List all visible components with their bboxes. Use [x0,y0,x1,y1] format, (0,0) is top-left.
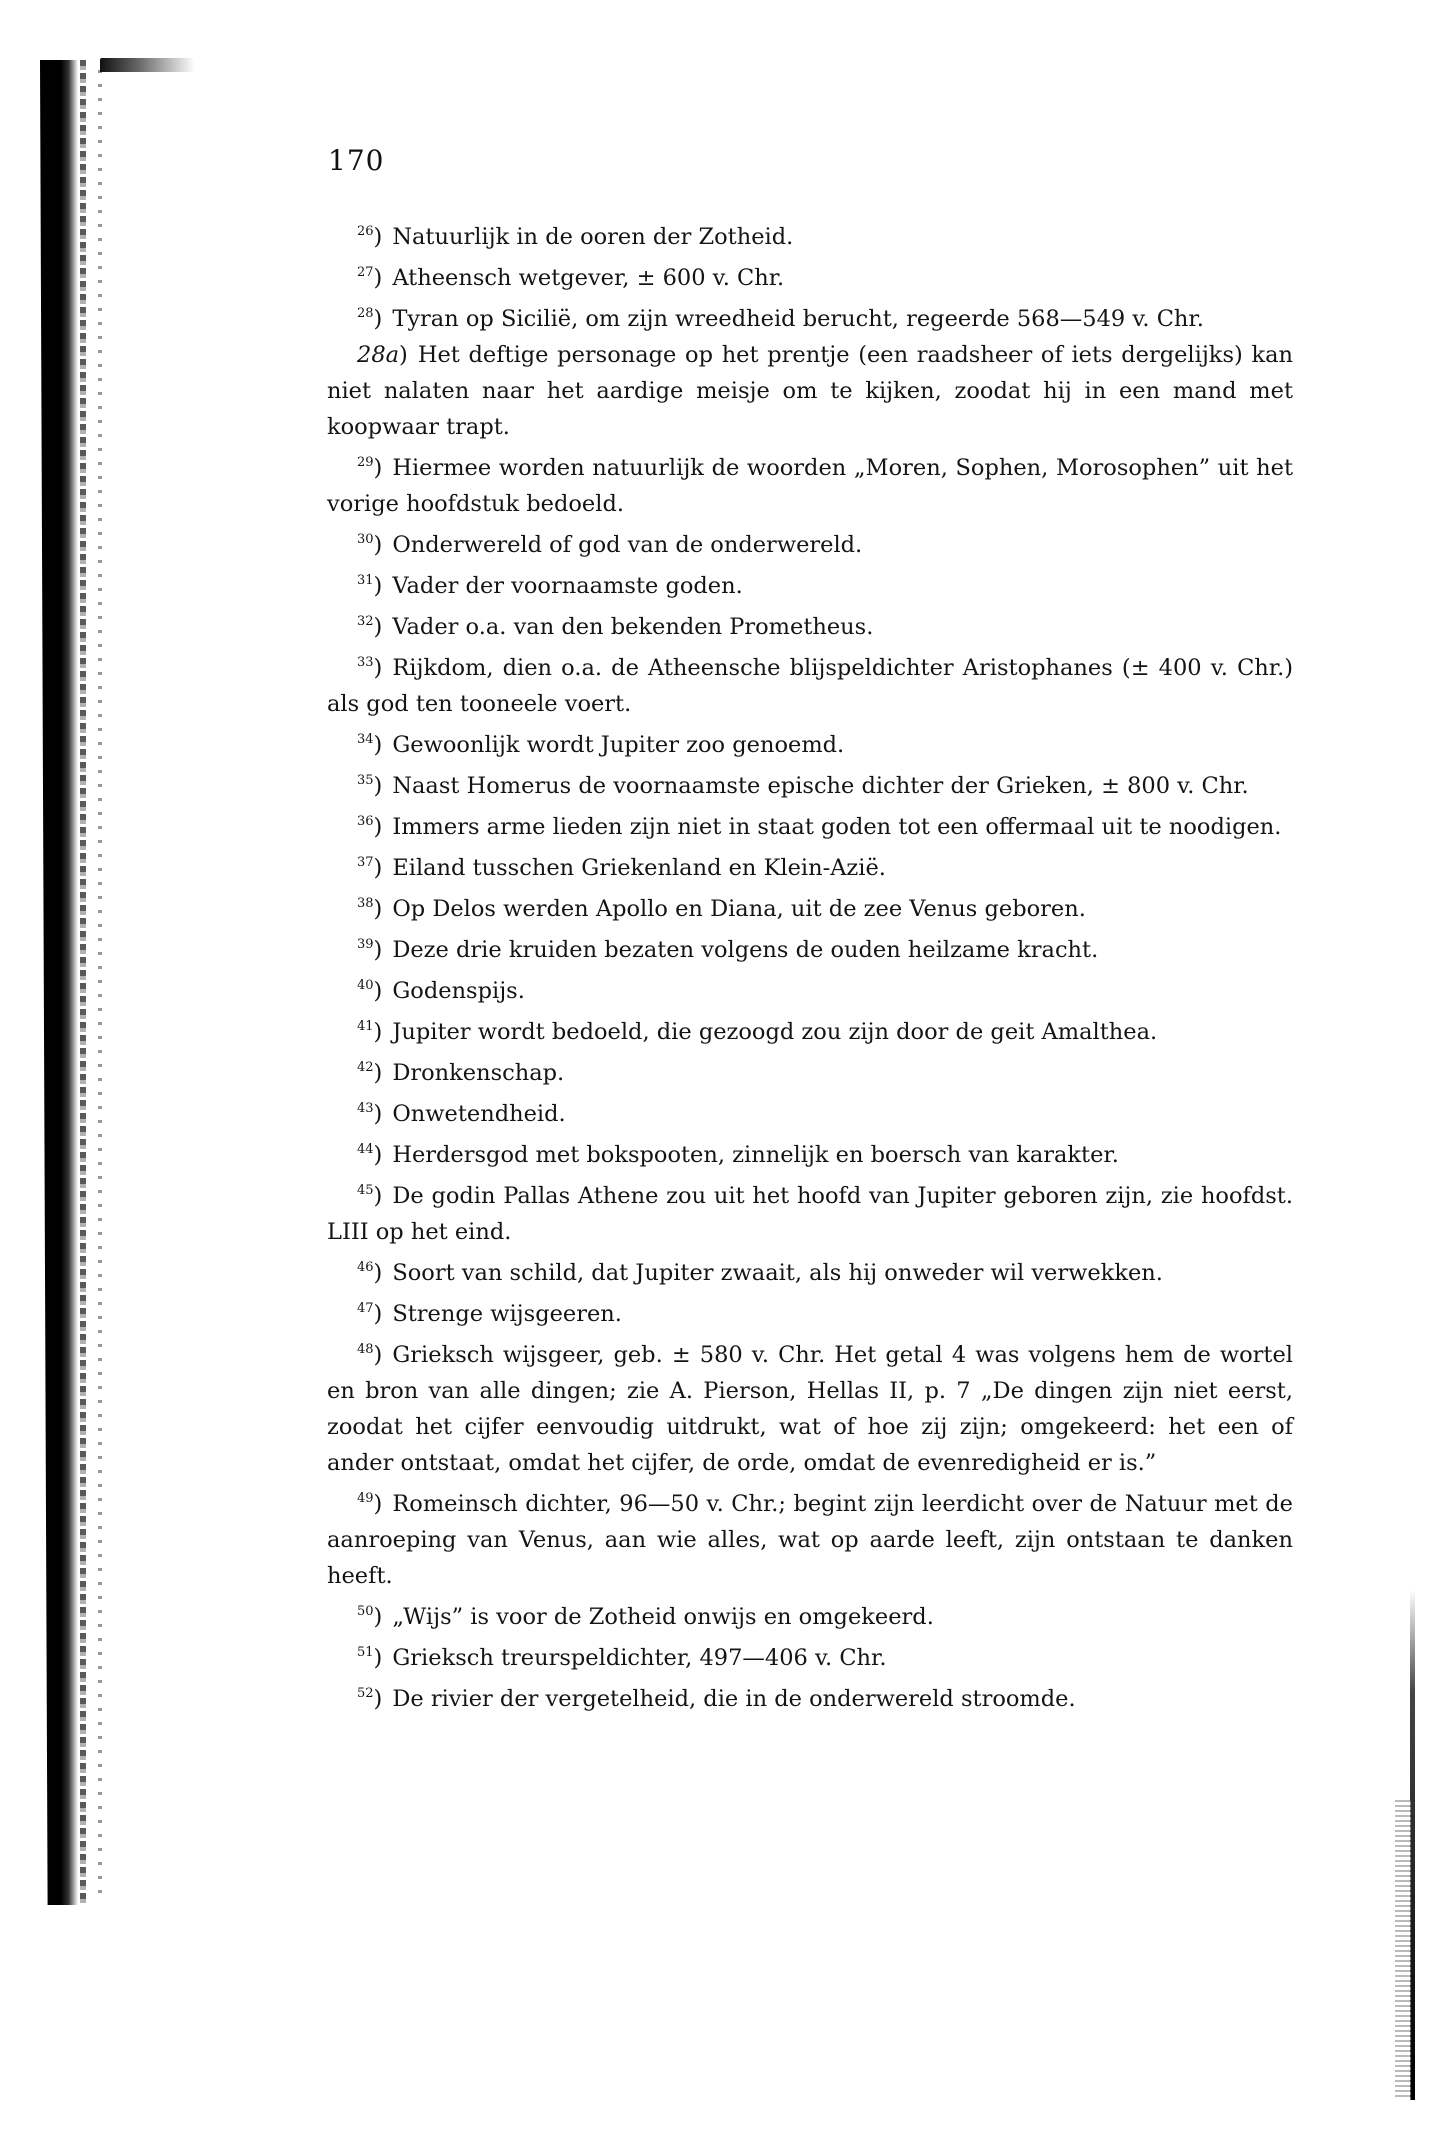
footnote-number: 28 [357,306,374,321]
footnote-text: Dronkenschap. [392,1060,565,1086]
footnote [327,1635,1293,1676]
footnote [327,1050,1293,1091]
footnote-paren: ) [373,1686,383,1712]
footnote-paren: ) [373,1645,383,1671]
footnote-paren: ) [373,1101,383,1127]
footnote-paren: ) [373,1060,383,1086]
footnote-number: 46 [357,1260,374,1275]
footnote [327,763,1293,804]
footnote [327,968,1293,1009]
footnote-text: Soort van schild, dat Jupiter zwaait, als hij onweder wil verwekken. [392,1260,1163,1286]
footnote-paren: ) [373,573,383,599]
footnote-text: Strenge wijsgeeren. [392,1301,622,1327]
footnote-number: 38 [357,896,374,911]
footnote-paren: ) [373,937,383,963]
footnote-text: Op Delos werden Apollo en Diana, uit de zee Venus geboren. [392,896,1086,922]
footnote [327,1676,1293,1717]
footnote [327,255,1293,296]
footnote-paren: ) [399,342,408,368]
footnote-paren: ) [373,306,383,332]
footnote-paren: ) [373,978,383,1004]
footnote-number: 35 [357,773,374,788]
footnote-paren: ) [373,1019,383,1045]
footnote [327,1009,1293,1050]
footnote [327,1132,1293,1173]
footnote-number: 40 [357,978,374,993]
footnote [327,886,1293,927]
footnote-text: „Wijs” is voor de Zotheid onwijs en omgekeerd. [392,1604,934,1630]
footnote-paren: ) [373,1491,383,1517]
footnote-number: 41 [357,1019,374,1034]
footnote-text: Immers arme lieden zijn niet in staat goden tot een offermaal uit te noodigen. [392,814,1282,840]
footnote-text: Rijkdom, dien o.a. de Atheensche blijspeldichter Aristophanes (± 400 v. Chr.) als god ten tooneele voert. [327,655,1293,717]
footnote-text: Grieksch wijsgeer, geb. ± 580 v. Chr. Het getal 4 was volgens hem de wortel en bron van alle dingen; zie A. Pierson, Hellas II, p. 7 „De dingen zijn niet eerst, zoodat het cijfer eenvoudig uitdrukt, wat of hoe zij zijn; omgekeerd: het een of ander ontstaat, omdat het cijfer, de orde, omdat de evenredigheid er is.” [327,1342,1293,1476]
scan-corner-smudge [100,58,195,72]
footnote-text: Atheensch wetgever, ± 600 v. Chr. [392,265,785,291]
footnote-number: 34 [357,732,374,747]
footnote-number: 49 [357,1491,374,1506]
footnote-number: 44 [357,1142,374,1157]
footnote-number: 29 [357,455,374,470]
footnote-text: Natuurlijk in de ooren der Zotheid. [392,224,794,250]
footnote-text: Vader o.a. van den bekenden Prometheus. [392,614,874,640]
footnote [327,337,1293,445]
footnote-paren: ) [373,732,383,758]
footnote [327,445,1293,522]
footnote [327,563,1293,604]
footnote-paren: ) [373,1183,383,1209]
footnote [327,296,1293,337]
footnote-paren: ) [373,896,383,922]
footnote-number: 33 [357,655,374,670]
footnote [327,1173,1293,1250]
footnote-number: 30 [357,532,374,547]
footnote [327,927,1293,968]
footnote [327,645,1293,722]
footnote-text: Hiermee worden natuurlijk de woorden „Moren, Sophen, Morosophen” uit het vorige hoofdstuk bedoeld. [327,455,1293,517]
footnote-number: 31 [357,573,374,588]
footnote-paren: ) [373,655,383,681]
scan-page-edge [80,60,86,1905]
footnotes-list [327,214,1293,1717]
footnote-number: 52 [357,1686,374,1701]
footnote-text: Eiland tusschen Griekenland en Klein-Azië. [392,855,886,881]
footnote-text: Vader der voornaamste goden. [392,573,743,599]
footnote-paren: ) [373,1342,383,1368]
footnote-paren: ) [373,814,383,840]
footnote-paren: ) [373,1142,383,1168]
scan-noise [98,70,102,1900]
footnote-paren: ) [373,773,383,799]
footnote-number: 42 [357,1060,374,1075]
footnote-paren: ) [373,1260,383,1286]
footnote-number: 43 [357,1101,374,1116]
footnote-text: Grieksch treurspeldichter, 497—406 v. Chr. [392,1645,887,1671]
footnote [327,804,1293,845]
footnote-text: Tyran op Sicilië, om zijn wreedheid berucht, regeerde 568—549 v. Chr. [392,306,1204,332]
footnote-paren: ) [373,1301,383,1327]
footnote-text: Deze drie kruiden bezaten volgens de ouden heilzame kracht. [392,937,1099,963]
footnote-number: 51 [357,1645,374,1660]
footnote-paren: ) [373,224,383,250]
footnote [327,1091,1293,1132]
footnote-number: 36 [357,814,374,829]
footnote-number: 37 [357,855,374,870]
footnote-text: Jupiter wordt bedoeld, die gezoogd zou zijn door de geit Amalthea. [392,1019,1158,1045]
footnote [327,1481,1293,1594]
footnote-text: Naast Homerus de voornaamste epische dichter der Grieken, ± 800 v. Chr. [392,773,1249,799]
footnote-text: Godenspijs. [392,978,525,1004]
footnote [327,1250,1293,1291]
footnote-number: 26 [357,224,374,239]
footnote [327,845,1293,886]
page-number: 170 [328,144,385,177]
footnote-text: Romeinsch dichter, 96—50 v. Chr.; begint zijn leerdicht over de Natuur met de aanroeping van Venus, aan wie alles, wat op aarde leeft, zijn ontstaan te danken heeft. [327,1491,1293,1589]
footnote [327,522,1293,563]
footnote [327,1594,1293,1635]
footnote-paren: ) [373,1604,383,1630]
footnote-paren: ) [373,532,383,558]
footnote-paren: ) [373,455,383,481]
footnote-number: 28a [357,342,400,368]
scan-binding-shadow [40,60,78,1905]
footnote-text: Gewoonlijk wordt Jupiter zoo genoemd. [392,732,845,758]
footnote-number: 32 [357,614,374,629]
footnote-text: De godin Pallas Athene zou uit het hoofd van Jupiter geboren zijn, zie hoofdst. LIII op het eind. [327,1183,1293,1245]
footnote-paren: ) [373,855,383,881]
footnote-number: 48 [357,1342,374,1357]
footnote-number: 47 [357,1301,374,1316]
footnote [327,604,1293,645]
footnote-text: Herdersgod met bokspooten, zinnelijk en boersch van karakter. [392,1142,1119,1168]
footnote [327,1332,1293,1481]
footnote-text: Het deftige personage op het prentje (een raadsheer of iets dergelijks) kan niet nalaten naar het aardige meisje om te kijken, zoodat hij in een mand met koopwaar trapt. [327,342,1293,440]
footnote-text: Onwetendheid. [392,1101,566,1127]
footnote-number: 50 [357,1604,374,1619]
footnote [327,1291,1293,1332]
scan-right-noise [1395,1800,1411,2100]
footnote-number: 39 [357,937,374,952]
footnote-text: De rivier der vergetelheid, die in de onderwereld stroomde. [392,1686,1076,1712]
footnote-number: 45 [357,1183,374,1198]
footnote-text: Onderwereld of god van de onderwereld. [392,532,863,558]
footnote-paren: ) [373,614,383,640]
footnote [327,722,1293,763]
footnote [327,214,1293,255]
footnote-paren: ) [373,265,383,291]
footnote-number: 27 [357,265,374,280]
